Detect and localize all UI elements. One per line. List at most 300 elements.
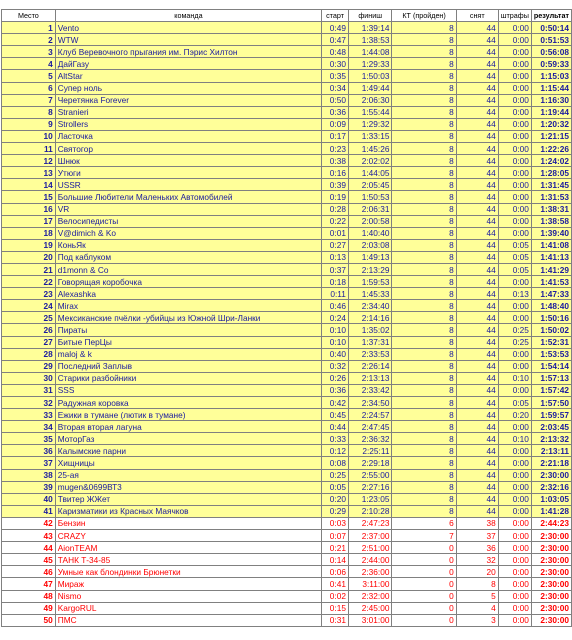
finish-cell: 1:45:26 xyxy=(348,143,392,155)
result-cell: 2:30:00 xyxy=(531,566,571,578)
start-cell: 0:23 xyxy=(322,143,349,155)
kt-cell: 8 xyxy=(392,167,456,179)
taken-cell: 44 xyxy=(456,70,498,82)
taken-cell: 44 xyxy=(456,227,498,239)
finish-cell: 2:51:00 xyxy=(348,542,392,554)
taken-cell: 44 xyxy=(456,505,498,517)
start-cell: 0:29 xyxy=(322,505,349,517)
kt-cell: 8 xyxy=(392,239,456,251)
finish-cell: 1:55:44 xyxy=(348,106,392,118)
finish-cell: 1:33:15 xyxy=(348,130,392,142)
start-cell: 0:02 xyxy=(322,590,349,602)
table-row xyxy=(2,481,572,493)
finish-cell: 2:00:58 xyxy=(348,215,392,227)
taken-cell: 44 xyxy=(456,348,498,360)
table-row xyxy=(2,445,572,457)
finish-cell: 2:37:00 xyxy=(348,530,392,542)
team-cell: USSR xyxy=(55,179,321,191)
team-cell: ПМС xyxy=(55,614,321,626)
kt-cell: 8 xyxy=(392,263,456,275)
team-cell: Ласточка xyxy=(55,130,321,142)
team-cell: Каризматики из Красных Маячков xyxy=(55,505,321,517)
start-cell: 0:21 xyxy=(322,542,349,554)
kt-cell: 8 xyxy=(392,312,456,324)
finish-cell: 1:38:53 xyxy=(348,34,392,46)
finish-cell: 2:13:13 xyxy=(348,372,392,384)
finish-cell: 1:37:31 xyxy=(348,336,392,348)
fine-cell: 0:00 xyxy=(498,445,531,457)
taken-cell: 44 xyxy=(456,324,498,336)
taken-cell: 44 xyxy=(456,276,498,288)
table-row xyxy=(2,34,572,46)
finish-cell: 2:55:00 xyxy=(348,469,392,481)
table-row xyxy=(2,179,572,191)
kt-cell: 8 xyxy=(392,130,456,142)
result-cell: 1:31:45 xyxy=(531,179,571,191)
team-cell: 25-ая xyxy=(55,469,321,481)
table-row xyxy=(2,143,572,155)
place-cell: 18 xyxy=(2,227,56,239)
kt-cell: 8 xyxy=(392,227,456,239)
place-cell: 1 xyxy=(2,22,56,34)
finish-cell: 2:26:14 xyxy=(348,360,392,372)
taken-cell: 44 xyxy=(456,203,498,215)
fine-cell: 0:00 xyxy=(498,360,531,372)
kt-cell: 8 xyxy=(392,493,456,505)
taken-cell: 44 xyxy=(456,360,498,372)
start-cell: 0:41 xyxy=(322,578,349,590)
result-cell: 2:30:00 xyxy=(531,602,571,614)
start-cell: 0:44 xyxy=(322,421,349,433)
taken-cell: 44 xyxy=(456,336,498,348)
taken-cell: 44 xyxy=(456,384,498,396)
taken-cell: 32 xyxy=(456,554,498,566)
team-cell: AltStar xyxy=(55,70,321,82)
place-cell: 2 xyxy=(2,34,56,46)
kt-cell: 8 xyxy=(392,94,456,106)
start-cell: 0:28 xyxy=(322,203,349,215)
table-row xyxy=(2,530,572,542)
finish-cell: 1:44:05 xyxy=(348,167,392,179)
fine-cell: 0:00 xyxy=(498,421,531,433)
team-cell: Nismo xyxy=(55,590,321,602)
place-cell: 5 xyxy=(2,70,56,82)
place-cell: 45 xyxy=(2,554,56,566)
place-cell: 30 xyxy=(2,372,56,384)
result-cell: 1:19:44 xyxy=(531,106,571,118)
taken-cell: 44 xyxy=(456,179,498,191)
finish-cell: 2:47:23 xyxy=(348,517,392,529)
kt-cell: 8 xyxy=(392,155,456,167)
finish-cell: 1:29:33 xyxy=(348,58,392,70)
finish-cell: 2:36:32 xyxy=(348,433,392,445)
team-cell: Последний Заплыв xyxy=(55,360,321,372)
result-cell: 1:38:58 xyxy=(531,215,571,227)
taken-cell: 4 xyxy=(456,602,498,614)
start-cell: 0:17 xyxy=(322,130,349,142)
start-cell: 0:05 xyxy=(322,481,349,493)
finish-cell: 1:44:08 xyxy=(348,46,392,58)
place-cell: 50 xyxy=(2,614,56,626)
result-cell: 2:30:00 xyxy=(531,578,571,590)
start-cell: 0:15 xyxy=(322,602,349,614)
fine-cell: 0:20 xyxy=(498,409,531,421)
finish-cell: 2:10:28 xyxy=(348,505,392,517)
table-row xyxy=(2,94,572,106)
result-cell: 1:39:40 xyxy=(531,227,571,239)
result-cell: 1:53:53 xyxy=(531,348,571,360)
place-cell: 23 xyxy=(2,288,56,300)
fine-cell: 0:05 xyxy=(498,263,531,275)
kt-cell: 8 xyxy=(392,397,456,409)
start-cell: 0:36 xyxy=(322,384,349,396)
place-cell: 29 xyxy=(2,360,56,372)
result-cell: 1:57:50 xyxy=(531,397,571,409)
start-cell: 0:33 xyxy=(322,433,349,445)
kt-cell: 0 xyxy=(392,590,456,602)
taken-cell: 44 xyxy=(456,288,498,300)
kt-cell: 8 xyxy=(392,360,456,372)
fine-cell: 0:00 xyxy=(498,566,531,578)
fine-cell: 0:00 xyxy=(498,191,531,203)
place-cell: 8 xyxy=(2,106,56,118)
table-row xyxy=(2,336,572,348)
taken-cell: 5 xyxy=(456,590,498,602)
kt-cell: 8 xyxy=(392,384,456,396)
fine-cell: 0:00 xyxy=(498,118,531,130)
kt-cell: 8 xyxy=(392,70,456,82)
team-cell: ДайГазу xyxy=(55,58,321,70)
table-row xyxy=(2,590,572,602)
start-cell: 0:19 xyxy=(322,191,349,203)
kt-cell: 8 xyxy=(392,191,456,203)
kt-cell: 0 xyxy=(392,554,456,566)
taken-cell: 44 xyxy=(456,118,498,130)
place-cell: 16 xyxy=(2,203,56,215)
fine-cell: 0:25 xyxy=(498,324,531,336)
finish-cell: 2:45:00 xyxy=(348,602,392,614)
kt-cell: 8 xyxy=(392,409,456,421)
start-cell: 0:10 xyxy=(322,324,349,336)
place-cell: 42 xyxy=(2,517,56,529)
result-cell: 2:30:00 xyxy=(531,554,571,566)
team-cell: Хищницы xyxy=(55,457,321,469)
place-cell: 15 xyxy=(2,191,56,203)
fine-cell: 0:00 xyxy=(498,46,531,58)
result-cell: 1:15:03 xyxy=(531,70,571,82)
place-cell: 37 xyxy=(2,457,56,469)
finish-cell: 2:47:45 xyxy=(348,421,392,433)
result-cell: 0:59:33 xyxy=(531,58,571,70)
table-row xyxy=(2,360,572,372)
table-row xyxy=(2,542,572,554)
place-cell: 49 xyxy=(2,602,56,614)
header-kt: КТ (пройден) xyxy=(392,10,456,22)
team-cell: Stranieri xyxy=(55,106,321,118)
header-team: команда xyxy=(55,10,321,22)
team-cell: d1monn & Co xyxy=(55,263,321,275)
result-cell: 2:21:18 xyxy=(531,457,571,469)
finish-cell: 1:49:13 xyxy=(348,251,392,263)
table-row xyxy=(2,155,572,167)
result-cell: 1:41:13 xyxy=(531,251,571,263)
fine-cell: 0:00 xyxy=(498,155,531,167)
taken-cell: 44 xyxy=(456,58,498,70)
taken-cell: 44 xyxy=(456,106,498,118)
team-cell: Черетянка Forever xyxy=(55,94,321,106)
team-cell: KargoRUL xyxy=(55,602,321,614)
place-cell: 40 xyxy=(2,493,56,505)
taken-cell: 44 xyxy=(456,457,498,469)
team-cell: Говорящая коробочка xyxy=(55,276,321,288)
finish-cell: 1:39:14 xyxy=(348,22,392,34)
finish-cell: 2:34:40 xyxy=(348,300,392,312)
taken-cell: 44 xyxy=(456,300,498,312)
finish-cell: 2:29:18 xyxy=(348,457,392,469)
kt-cell: 8 xyxy=(392,433,456,445)
result-cell: 2:30:00 xyxy=(531,530,571,542)
taken-cell: 44 xyxy=(456,409,498,421)
finish-cell: 2:02:02 xyxy=(348,155,392,167)
finish-cell: 2:06:30 xyxy=(348,94,392,106)
team-cell: КоньЯк xyxy=(55,239,321,251)
team-cell: VR xyxy=(55,203,321,215)
kt-cell: 8 xyxy=(392,46,456,58)
table-row xyxy=(2,578,572,590)
start-cell: 0:11 xyxy=(322,288,349,300)
start-cell: 0:03 xyxy=(322,517,349,529)
start-cell: 0:10 xyxy=(322,336,349,348)
place-cell: 20 xyxy=(2,251,56,263)
table-row xyxy=(2,614,572,626)
result-cell: 1:15:44 xyxy=(531,82,571,94)
taken-cell: 8 xyxy=(456,578,498,590)
result-cell: 1:50:16 xyxy=(531,312,571,324)
finish-cell: 2:33:42 xyxy=(348,384,392,396)
fine-cell: 0:00 xyxy=(498,614,531,626)
result-cell: 1:48:40 xyxy=(531,300,571,312)
fine-cell: 0:05 xyxy=(498,251,531,263)
team-cell: V@dimich & Ko xyxy=(55,227,321,239)
taken-cell: 44 xyxy=(456,372,498,384)
header-place: Место xyxy=(2,10,56,22)
table-row xyxy=(2,288,572,300)
fine-cell: 0:00 xyxy=(498,590,531,602)
kt-cell: 8 xyxy=(392,372,456,384)
place-cell: 14 xyxy=(2,179,56,191)
table-row xyxy=(2,118,572,130)
finish-cell: 1:23:05 xyxy=(348,493,392,505)
place-cell: 6 xyxy=(2,82,56,94)
kt-cell: 8 xyxy=(392,276,456,288)
place-cell: 35 xyxy=(2,433,56,445)
finish-cell: 1:50:03 xyxy=(348,70,392,82)
kt-cell: 8 xyxy=(392,106,456,118)
table-row xyxy=(2,397,572,409)
kt-cell: 8 xyxy=(392,300,456,312)
table-row xyxy=(2,263,572,275)
fine-cell: 0:00 xyxy=(498,70,531,82)
team-cell: Пираты xyxy=(55,324,321,336)
table-row xyxy=(2,348,572,360)
team-cell: Старики разбойники xyxy=(55,372,321,384)
taken-cell: 3 xyxy=(456,614,498,626)
place-cell: 41 xyxy=(2,505,56,517)
place-cell: 11 xyxy=(2,143,56,155)
start-cell: 0:42 xyxy=(322,397,349,409)
table-row xyxy=(2,602,572,614)
fine-cell: 0:00 xyxy=(498,227,531,239)
fine-cell: 0:00 xyxy=(498,530,531,542)
header-taken: снят xyxy=(456,10,498,22)
team-cell: Утюги xyxy=(55,167,321,179)
result-cell: 2:30:00 xyxy=(531,590,571,602)
start-cell: 0:27 xyxy=(322,239,349,251)
finish-cell: 1:29:32 xyxy=(348,118,392,130)
team-cell: WTW xyxy=(55,34,321,46)
place-cell: 47 xyxy=(2,578,56,590)
table-row xyxy=(2,239,572,251)
kt-cell: 8 xyxy=(392,118,456,130)
kt-cell: 8 xyxy=(392,505,456,517)
place-cell: 36 xyxy=(2,445,56,457)
place-cell: 19 xyxy=(2,239,56,251)
result-cell: 1:41:28 xyxy=(531,505,571,517)
place-cell: 48 xyxy=(2,590,56,602)
result-cell: 1:57:42 xyxy=(531,384,571,396)
result-cell: 1:54:14 xyxy=(531,360,571,372)
fine-cell: 0:00 xyxy=(498,542,531,554)
table-row xyxy=(2,566,572,578)
kt-cell: 8 xyxy=(392,469,456,481)
taken-cell: 44 xyxy=(456,215,498,227)
team-cell: Большие Любители Маленьких Автомобилей xyxy=(55,191,321,203)
place-cell: 44 xyxy=(2,542,56,554)
result-cell: 2:44:23 xyxy=(531,517,571,529)
start-cell: 0:12 xyxy=(322,445,349,457)
kt-cell: 8 xyxy=(392,421,456,433)
fine-cell: 0:00 xyxy=(498,94,531,106)
place-cell: 43 xyxy=(2,530,56,542)
kt-cell: 8 xyxy=(392,324,456,336)
place-cell: 3 xyxy=(2,46,56,58)
team-cell: Клуб Веревочного прыгания им. Пэрис Хилтон xyxy=(55,46,321,58)
team-cell: Святогор xyxy=(55,143,321,155)
table-row xyxy=(2,251,572,263)
table-row xyxy=(2,82,572,94)
start-cell: 0:45 xyxy=(322,409,349,421)
result-cell: 1:50:02 xyxy=(531,324,571,336)
team-cell: Под каблуком xyxy=(55,251,321,263)
team-cell: Шнюк xyxy=(55,155,321,167)
table-row xyxy=(2,58,572,70)
kt-cell: 7 xyxy=(392,530,456,542)
taken-cell: 44 xyxy=(456,34,498,46)
place-cell: 13 xyxy=(2,167,56,179)
start-cell: 0:48 xyxy=(322,46,349,58)
table-row xyxy=(2,276,572,288)
start-cell: 0:50 xyxy=(322,94,349,106)
team-cell: Вторая вторая лагуна xyxy=(55,421,321,433)
fine-cell: 0:00 xyxy=(498,22,531,34)
place-cell: 32 xyxy=(2,397,56,409)
fine-cell: 0:00 xyxy=(498,215,531,227)
place-cell: 12 xyxy=(2,155,56,167)
start-cell: 0:47 xyxy=(322,34,349,46)
place-cell: 39 xyxy=(2,481,56,493)
result-cell: 1:31:53 xyxy=(531,191,571,203)
table-row xyxy=(2,300,572,312)
start-cell: 0:09 xyxy=(322,118,349,130)
taken-cell: 44 xyxy=(456,167,498,179)
place-cell: 34 xyxy=(2,421,56,433)
start-cell: 0:30 xyxy=(322,58,349,70)
result-cell: 2:13:11 xyxy=(531,445,571,457)
finish-cell: 1:50:53 xyxy=(348,191,392,203)
result-cell: 1:41:53 xyxy=(531,276,571,288)
result-cell: 0:51:53 xyxy=(531,34,571,46)
fine-cell: 0:10 xyxy=(498,433,531,445)
table-row xyxy=(2,505,572,517)
start-cell: 0:18 xyxy=(322,276,349,288)
taken-cell: 44 xyxy=(456,469,498,481)
finish-cell: 3:11:00 xyxy=(348,578,392,590)
fine-cell: 0:00 xyxy=(498,300,531,312)
finish-cell: 2:33:53 xyxy=(348,348,392,360)
table-header xyxy=(2,10,572,22)
taken-cell: 44 xyxy=(456,433,498,445)
start-cell: 0:38 xyxy=(322,155,349,167)
team-cell: CRAZY xyxy=(55,530,321,542)
kt-cell: 8 xyxy=(392,336,456,348)
start-cell: 0:08 xyxy=(322,457,349,469)
place-cell: 38 xyxy=(2,469,56,481)
result-cell: 1:52:31 xyxy=(531,336,571,348)
start-cell: 0:34 xyxy=(322,82,349,94)
kt-cell: 8 xyxy=(392,251,456,263)
fine-cell: 0:00 xyxy=(498,167,531,179)
table-row xyxy=(2,517,572,529)
start-cell: 0:39 xyxy=(322,179,349,191)
taken-cell: 44 xyxy=(456,397,498,409)
fine-cell: 0:05 xyxy=(498,239,531,251)
taken-cell: 44 xyxy=(456,312,498,324)
table-row xyxy=(2,457,572,469)
start-cell: 0:32 xyxy=(322,360,349,372)
table-row xyxy=(2,312,572,324)
place-cell: 46 xyxy=(2,566,56,578)
team-cell: Мексиканские пчёлки -убийцы из Южной Шри-Ланки xyxy=(55,312,321,324)
fine-cell: 0:00 xyxy=(498,602,531,614)
taken-cell: 44 xyxy=(456,82,498,94)
place-cell: 22 xyxy=(2,276,56,288)
start-cell: 0:40 xyxy=(322,348,349,360)
taken-cell: 44 xyxy=(456,421,498,433)
result-cell: 1:21:15 xyxy=(531,130,571,142)
kt-cell: 0 xyxy=(392,566,456,578)
start-cell: 0:31 xyxy=(322,614,349,626)
fine-cell: 0:10 xyxy=(498,372,531,384)
team-cell: SSS xyxy=(55,384,321,396)
fine-cell: 0:00 xyxy=(498,58,531,70)
taken-cell: 44 xyxy=(456,481,498,493)
table-row xyxy=(2,106,572,118)
place-cell: 21 xyxy=(2,263,56,275)
start-cell: 0:37 xyxy=(322,263,349,275)
start-cell: 0:16 xyxy=(322,167,349,179)
finish-cell: 2:14:16 xyxy=(348,312,392,324)
start-cell: 0:07 xyxy=(322,530,349,542)
